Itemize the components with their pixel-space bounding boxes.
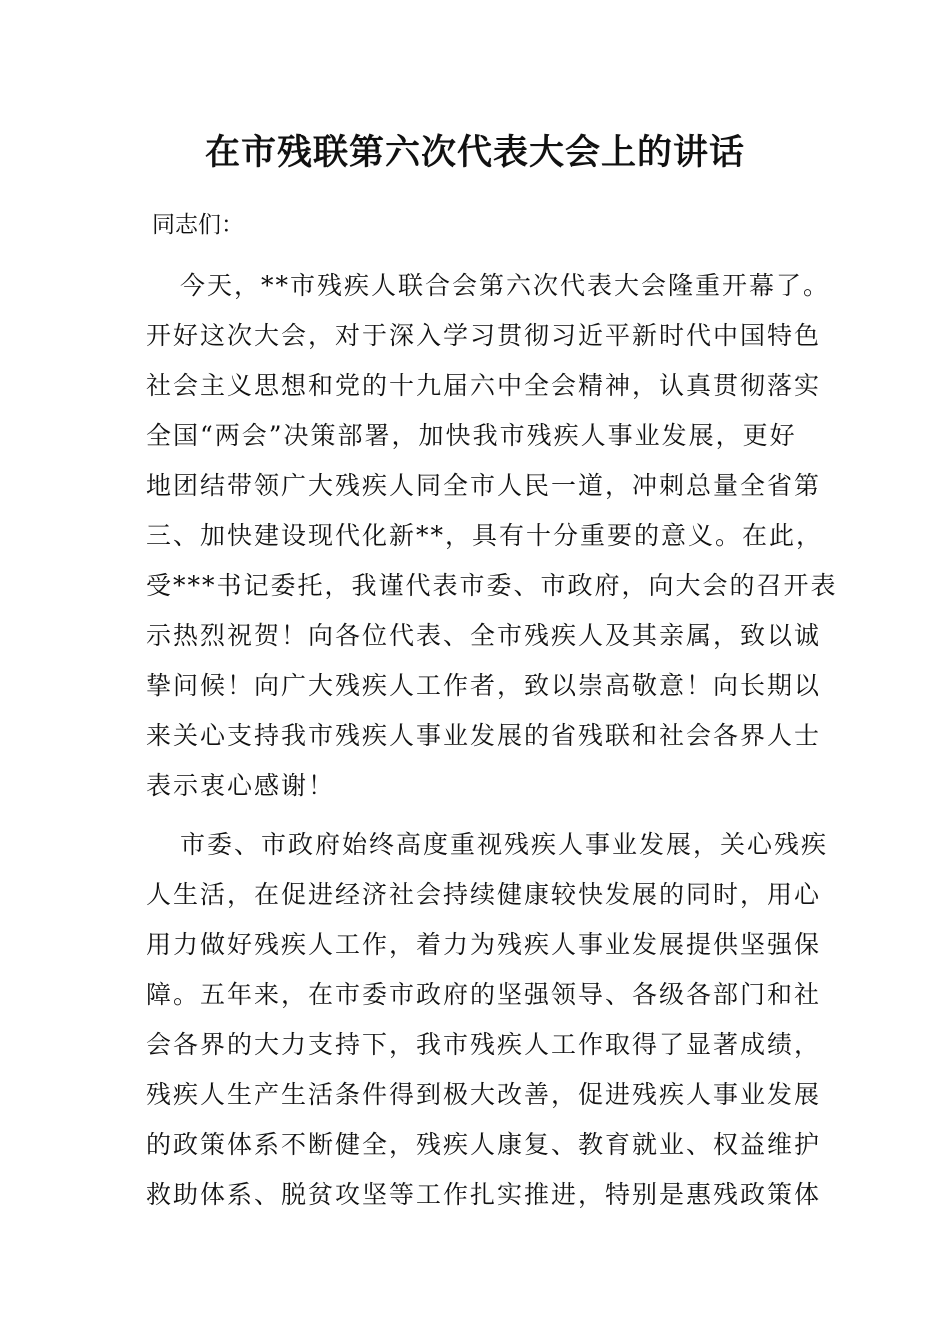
paragraph-2 (146, 820, 829, 1220)
paragraph-line: 市委、市政府始终高度重视残疾人事业发展，关心残疾 (180, 830, 829, 859)
paragraph-line: 障。五年来，在市委市政府的坚强领导、各级各部门和社 (146, 980, 822, 1009)
paragraph-line: 开好这次大会，对于深入学习贯彻习近平新时代中国特色 (146, 321, 822, 350)
paragraph-line: 救助体系、脱贫攻坚等工作扎实推进，特别是惠残政策体 (146, 1180, 822, 1209)
paragraph-1 (146, 261, 838, 811)
salutation: 同志们： (152, 212, 244, 238)
paragraph-line: 人生活，在促进经济社会持续健康较快发展的同时，用心 (146, 880, 822, 909)
paragraph-line: 社会主义思想和党的十九届六中全会精神，认真贯彻落实 (146, 371, 822, 400)
paragraph-line: 表示衷心感谢！ (146, 771, 336, 800)
paragraph-line: 用力做好残疾人工作，着力为残疾人事业发展提供坚强保 (146, 930, 822, 959)
paragraph-line: 全国“两会”决策部署，加快我市残疾人事业发展，更好 (146, 421, 797, 450)
paragraph-line: 来关心支持我市残疾人事业发展的省残联和社会各界人士 (146, 721, 822, 750)
paragraph-line: 地团结带领广大残疾人同全市人民一道，冲刺总量全省第 (146, 471, 822, 500)
paragraph-line: 今天，**市残疾人联合会第六次代表大会隆重开幕了。 (180, 271, 831, 300)
paragraph-line: 三、加快建设现代化新**，具有十分重要的意义。在此， (146, 521, 824, 550)
document-title: 在市残联第六次代表大会上的讲话 (204, 132, 745, 173)
paragraph-line: 挚问候！向广大残疾人工作者，致以崇高敬意！向长期以 (146, 671, 822, 700)
paragraph-line: 的政策体系不断健全，残疾人康复、教育就业、权益维护 (146, 1130, 822, 1159)
paragraph-line: 残疾人生产生活条件得到极大改善，促进残疾人事业发展 (146, 1080, 822, 1109)
paragraph-line: 示热烈祝贺！向各位代表、全市残疾人及其亲属，致以诚 (146, 621, 822, 650)
paragraph-line: 受***书记委托，我谨代表市委、市政府，向大会的召开表 (146, 571, 838, 600)
paragraph-line: 会各界的大力支持下，我市残疾人工作取得了显著成绩， (146, 1030, 822, 1059)
